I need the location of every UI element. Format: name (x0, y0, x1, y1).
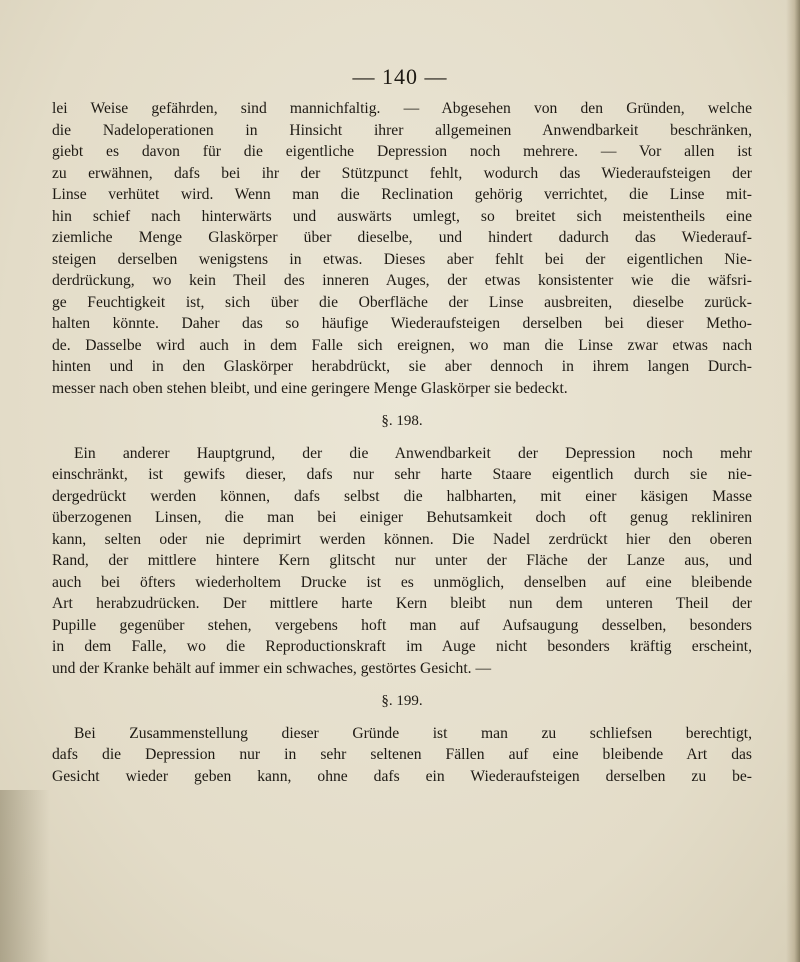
text-line: giebt es davon für die eigentliche Depression noch mehrere. — Vor allen ist (52, 143, 752, 160)
page-number: — 140 — (352, 64, 448, 89)
text-line: dergedrückt werden können, dafs selbst die halbharten, mit einer käsigen Masse (52, 487, 752, 505)
text-line: Art herabzudrücken. Der mittlere harte Kern bleibt nun dem unteren Theil der (52, 595, 752, 612)
text-line: halten könnte. Daher das so häufige Wiederaufsteigen derselben bei dieser Metho- (52, 315, 752, 332)
text-line: ge Feuchtigkeit ist, sich über die Oberfläche der Linse ausbreiten, dieselbe zurück- (52, 293, 752, 311)
text-line: überzogenen Linsen, die man bei einiger Behutsamkeit doch oft genug rekliniren (52, 509, 752, 526)
page-edge-shadow (786, 0, 800, 962)
text-line: kann, selten oder nie deprimirt werden können. Die Nadel zerdrückt hier den oberen (52, 530, 752, 548)
section-heading-199: §. 199. (381, 693, 423, 709)
text-line: hin schief nach hinterwärts und auswärts umlegt, so breitet sich meistentheils eine (52, 207, 752, 225)
text-line: zu erwähnen, dafs bei ihr der Stützpunct fehlt, wodurch das Wiederaufsteigen der (52, 164, 752, 182)
text-line: de. Dasselbe wird auch in dem Falle sich ereignen, wo man die Linse zwar etwas nach (52, 336, 752, 354)
text-line: Gesicht wieder geben kann, ohne dafs ein Wiederaufsteigen derselben zu be- (52, 767, 752, 785)
body-text (52, 98, 752, 787)
text-line: einschränkt, ist gewifs dieser, dafs nur sehr harte Staare eigentlich durch sie nie- (52, 466, 752, 483)
text-line: messer nach oben stehen bleibt, und eine geringere Menge Glaskörper sie bedeckt. (52, 379, 568, 397)
text-line: Pupille gegenüber stehen, vergebens hoft man auf Aufsaugung desselben, besonders (52, 616, 752, 634)
text-line: Rand, der mittlere hintere Kern glitscht nur unter der Fläche der Lanze aus, und (52, 552, 752, 569)
section-heading-198: §. 198. (381, 413, 423, 429)
page-stain (0, 790, 50, 962)
text-line: steigen derselben wenigstens in etwas. Dieses aber fehlt bei der eigentlichen Nie- (52, 250, 752, 268)
text-line: die Nadeloperationen in Hinsicht ihrer allgemeinen Anwendbarkeit beschränken, (52, 121, 752, 139)
paragraph-2 (52, 443, 752, 680)
text-line: Linse verhütet wird. Wenn man die Reclination gehörig verrichtet, die Linse mit- (52, 186, 752, 203)
text-line: hinten und in den Glaskörper herabdrückt, sie aber dennoch in ihrem langen Durch- (52, 358, 752, 375)
text-line: ziemliche Menge Glaskörper über dieselbe, und hindert dadurch das Wiederauf- (52, 229, 752, 246)
text-line: und der Kranke behält auf immer ein schwaches, gestörtes Gesicht. — (52, 659, 492, 677)
text-line: in dem Falle, wo die Reproductionskraft im Auge nicht besonders kräftig erscheint, (52, 638, 752, 655)
text-line: Bei Zusammenstellung dieser Gründe ist man zu schliefsen berechtigt, (74, 724, 752, 742)
paragraph-3 (52, 723, 752, 788)
text-line: derdrückung, wo kein Theil des inneren Auges, der etwas konsistenter wie die wäfsri- (52, 272, 752, 289)
text-line: lei Weise gefährden, sind mannichfaltig. — Abgesehen von den Gründen, welche (52, 100, 752, 117)
text-line: dafs die Depression nur in sehr seltenen Fällen auf eine bleibende Art das (52, 746, 752, 763)
text-line: auch bei öfters wiederholtem Drucke ist es unmöglich, denselben auf eine bleibende (52, 573, 752, 591)
text-line: Ein anderer Hauptgrund, der die Anwendbarkeit der Depression noch mehr (74, 444, 752, 462)
paragraph-1 (52, 98, 752, 399)
